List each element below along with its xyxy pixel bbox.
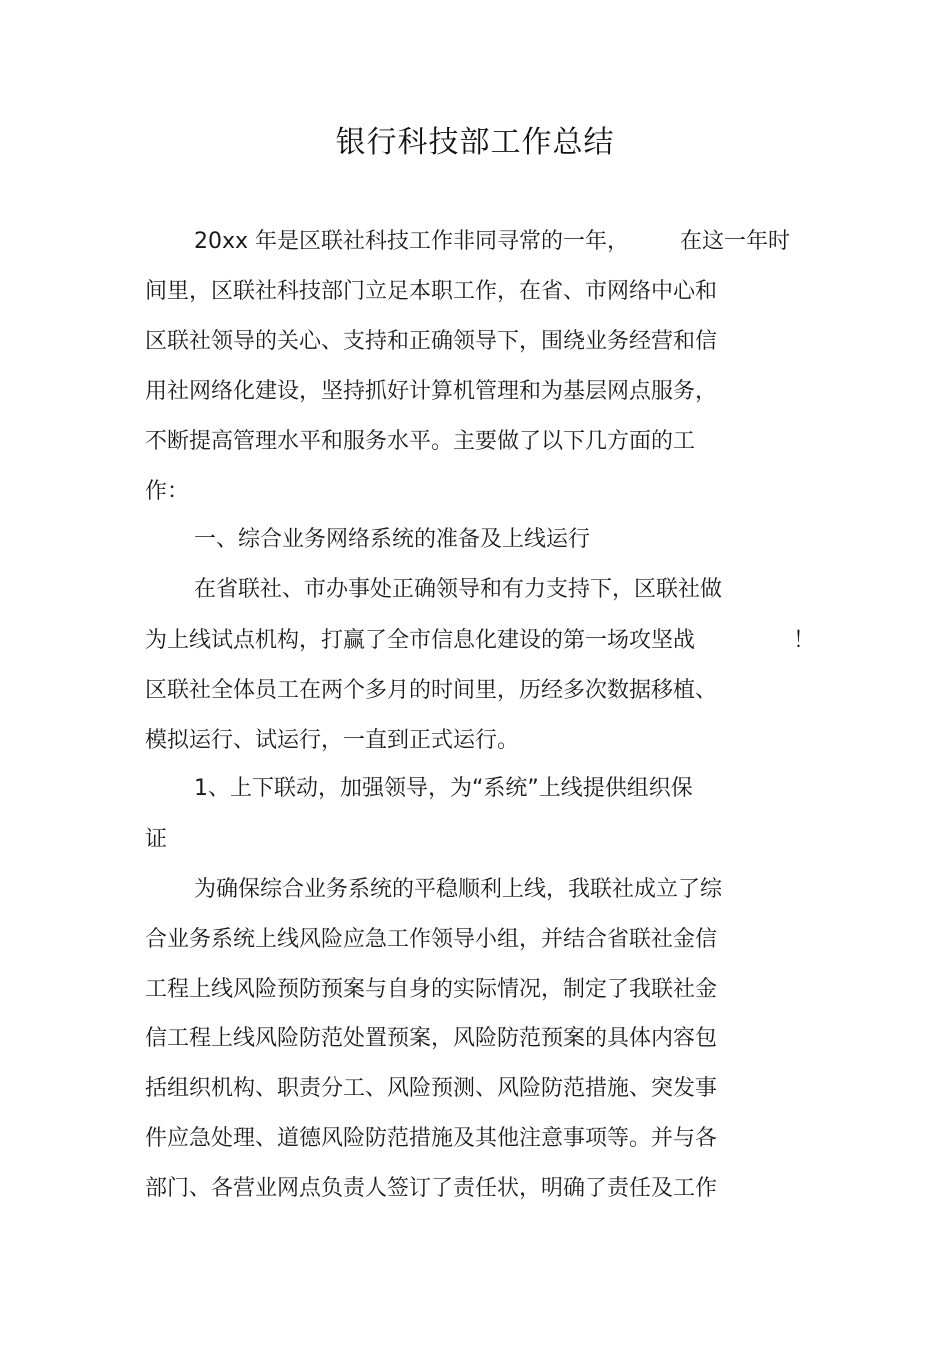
- paragraph-line: 为上线试点机构，打赢了全市信息化建设的第一场攻坚战: [145, 628, 696, 653]
- paragraph-line: 工程上线风险预防预案与自身的实际情况，制定了我联社金: [145, 977, 718, 1002]
- subsection-heading-cont: 证: [145, 827, 168, 852]
- paragraph-line: 作：: [145, 479, 190, 504]
- document-title: 银行科技部工作总结: [335, 125, 615, 160]
- paragraph-line: 区联社全体员工在两个多月的时间里，历经多次数据移植、: [145, 678, 718, 703]
- paragraph-line-tail: ！: [793, 628, 816, 653]
- section-heading: 一、综合业务网络系统的准备及上线运行: [194, 527, 591, 552]
- paragraph-line: 模拟运行、试运行，一直到正式运行。: [145, 728, 520, 753]
- paragraph-line: 部门、各营业网点负责人签订了责任状，明确了责任及工作: [145, 1176, 718, 1201]
- paragraph-line: 件应急处理、道德风险防范措施及其他注意事项等。并与各: [145, 1126, 718, 1151]
- paragraph-line: 区联社领导的关心、支持和正确领导下，围绕业务经营和信: [145, 329, 718, 354]
- subsection-heading: 1、上下联动，加强领导，为“系统”上线提供组织保: [194, 776, 693, 801]
- paragraph-line: 在省联社、市办事处正确领导和有力支持下，区联社做: [194, 577, 723, 602]
- paragraph-line: 20xx 年是区联社科技工作非同寻常的一年，: [194, 229, 630, 254]
- paragraph-line: 括组织机构、职责分工、风险预测、风险防范措施、突发事: [145, 1076, 718, 1101]
- paragraph-line: 合业务系统上线风险应急工作领导小组，并结合省联社金信: [145, 927, 718, 952]
- paragraph-line: 间里，区联社科技部门立足本职工作，在省、市网络中心和: [145, 279, 718, 304]
- paragraph-line: 信工程上线风险防范处置预案，风险防范预案的具体内容包: [145, 1026, 718, 1051]
- paragraph-line-tail: 在这一年时: [680, 229, 791, 254]
- paragraph-line: 不断提高管理水平和服务水平。主要做了以下几方面的工: [145, 429, 696, 454]
- paragraph-line: 为确保综合业务系统的平稳顺利上线，我联社成立了综: [194, 877, 723, 902]
- paragraph-line: 用社网络化建设，坚持抓好计算机管理和为基层网点服务，: [145, 379, 718, 404]
